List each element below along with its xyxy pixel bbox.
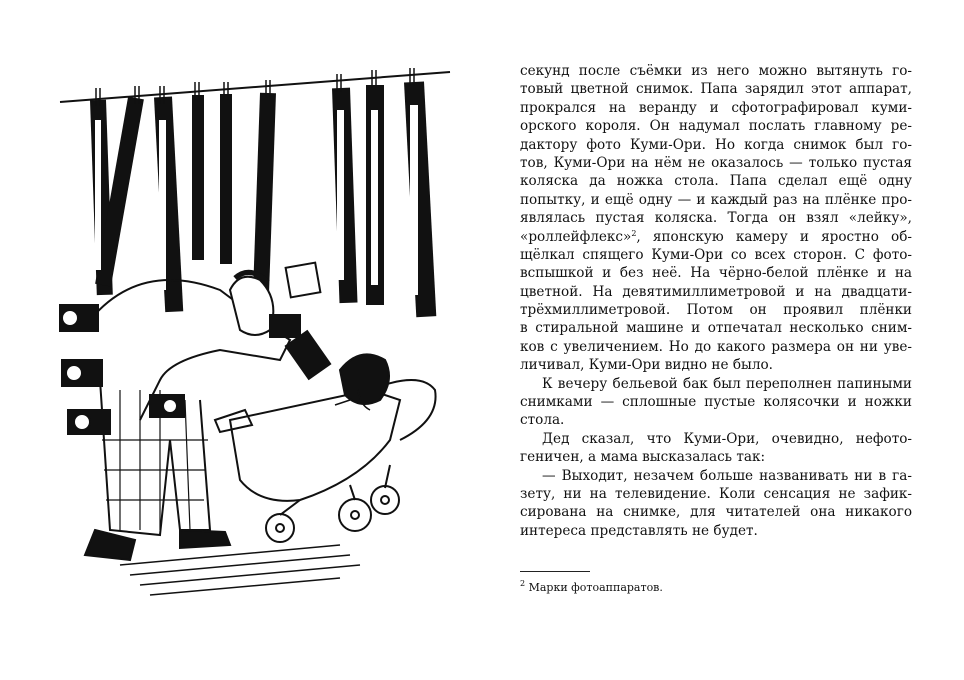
- text-line: геничен, а мама высказалась так:: [520, 449, 766, 466]
- text-line: попытку, и ещё одну — и каждый раз на плёнке про-: [520, 191, 912, 208]
- text-line-with-footnote: [520, 228, 912, 246]
- illustration-photographer-stroller: [40, 60, 470, 600]
- stroller: [215, 354, 436, 542]
- text-line: К вечеру бельевой бак был переполнен папиными: [542, 375, 912, 392]
- text-line: ков с увеличением. Но до какого размера он ни уве-: [520, 338, 912, 355]
- text-line: являлась пустая коляска. Тогда он взял «лейку»,: [520, 210, 912, 227]
- text-line: трёхмиллиметровой. Потом он проявил плёнки: [520, 302, 912, 319]
- footnote: [520, 581, 663, 595]
- text-line: товый цветной снимок. Папа зарядил этот аппарат,: [520, 81, 912, 98]
- clothesline: [60, 72, 450, 102]
- footnote-anchor-rest: , японскую камеру и яростно об-: [636, 228, 912, 245]
- text-line: прокрался на веранду и сфотографировал куми-: [520, 99, 912, 116]
- text-line: снимками — сплошные пустые колясочки и ножки: [520, 394, 912, 411]
- text-line: орского короля. Он надумал послать главному ре-: [520, 118, 912, 135]
- text-line: щёлкал спящего Куми-Ори со всех сторон. С фото-: [520, 246, 912, 263]
- paragraph-2: [520, 375, 912, 430]
- footnote-text: Марки фотоаппаратов.: [528, 581, 663, 594]
- text-column: [520, 62, 912, 540]
- floor-hatching: [120, 545, 360, 595]
- text-line: интереса представлять не будет.: [520, 522, 758, 539]
- footnote-divider: [520, 571, 590, 572]
- text-line: коляска да ножка стола. Папа сделал ещё одну: [520, 173, 912, 190]
- text-line: зету, ни на телевидение. Коли сенсация не зафик-: [520, 485, 912, 502]
- paragraph-4: [520, 467, 912, 541]
- text-line: в стиральной машине и отпечатал несколько сним-: [520, 320, 912, 337]
- paragraph-1: [520, 62, 912, 375]
- text-line: дактору фото Куми-Ори. Но когда снимок был го-: [520, 136, 912, 153]
- text-line: Дед сказал, что Куми-Ори, очевидно, нефото-: [542, 430, 912, 447]
- text-line: сирована на снимке, для читателей она никакого: [520, 504, 912, 521]
- text-line: вспышкой и без неё. На чёрно-белой плёнке и на: [520, 265, 912, 282]
- text-line: тов, Куми-Ори на нём не оказалось — только пустая: [520, 154, 912, 171]
- text-line: личивал, Куми-Ори видно не было.: [520, 357, 773, 374]
- text-line: цветной. На девятимиллиметровой и на двадцати-: [520, 283, 912, 300]
- text-line: секунд после съёмки из него можно вытянуть го-: [520, 63, 912, 79]
- strapped-cameras: [60, 305, 184, 434]
- text-line: — Выходит, незачем больше названивать ни в га-: [542, 467, 912, 484]
- film-strips: [90, 81, 436, 317]
- footnote-anchor-text: «роллейфлекс»: [520, 228, 632, 245]
- footnote-mark: 2: [520, 579, 526, 588]
- footnote-ref[interactable]: 2: [631, 228, 637, 238]
- paragraph-3: [520, 430, 912, 467]
- text-line: стола.: [520, 412, 565, 429]
